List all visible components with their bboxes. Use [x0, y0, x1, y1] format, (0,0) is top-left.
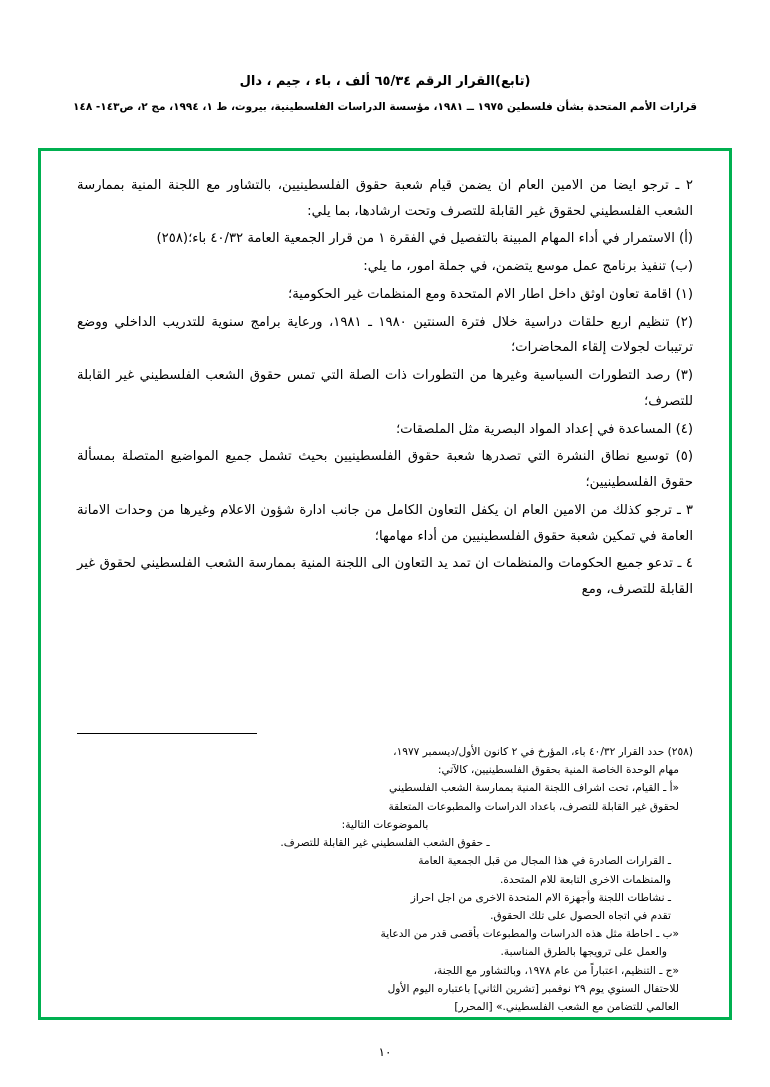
paragraph: (ب) تنفيذ برنامج عمل موسع يتضمن، في جملة امور، ما يلي: — [363, 259, 693, 275]
footnote-line: بالموضوعات التالية: — [341, 818, 429, 831]
footnote-line: ـ حقوق الشعب الفلسطيني غير القابلة للتصرف. — [280, 837, 490, 850]
footnote-line: تقدم في اتجاه الحصول على تلك الحقوق. — [490, 909, 671, 922]
footnote-line: «أ ـ القيام، تحت اشراف اللجنة المنية بممارسة الشعب الفلسطيني — [389, 782, 679, 795]
footnote-line: (٢٥٨) حدد القرار ٤٠/٣٢ باء، المؤرخ في ٢ كانون الأول/ديسمبر ١٩٧٧، — [393, 746, 693, 758]
footnote-line: ـ القرارات الصادرة في هذا المجال من قبل الجمعية العامة — [418, 855, 671, 868]
footnote-line: «ب ـ احاطة مثل هذه الدراسات والمطبوعات بأقصى قدر من الدعاية — [380, 928, 679, 941]
paragraph: ٢ ـ ترجو ايضا من الامين العام ان يضمن قيام شعبة حقوق الفلسطينيين، بالتشاور مع اللجنة المنية بممارسة الشعب الفلسطيني لحقوق غير القابلة للتصرف وتحت ارشادها، بما يلي: — [77, 178, 693, 219]
footnote-line: لحقوق غير القابلة للتصرف، باعداد الدراسات والمطبوعات المتعلقة — [388, 800, 679, 813]
paragraph: (٣) رصد التطورات السياسية وغيرها من التطورات ذات الصلة التي تمس حقوق الشعب الفلسطيني غير القابلة للتصرف؛ — [77, 368, 693, 409]
paragraph: (٥) توسيع نطاق النشرة التي تصدرها شعبة حقوق الفلسطينيين بحيث تشمل جميع المواضيع المتصلة بمسألة حقوق الفلسطينيين؛ — [77, 449, 693, 491]
paragraph: ٤ ـ تدعو جميع الحكومات والمنظمات ان تمد يد التعاون الى اللجنة المنية بممارسة الشعب الفلسطيني لحقوق غير القابلة للتصرف، ومع — [77, 556, 693, 598]
footnote-line: والمنظمات الاخرى التابعة للام المتحدة. — [499, 873, 671, 886]
footnote-line: ـ نشاطات اللجنة وأجهزة الام المتحدة الاخرى من اجل احراز — [410, 891, 671, 904]
paragraph: (٢) تنظيم اربع حلقات دراسية خلال فترة السنتين ١٩٨٠ ـ ١٩٨١، ورعاية برامج سنوية للتدريب الداخلي ووضع ترتيبات لجولات إلقاء المحاضرات؛ — [77, 314, 694, 356]
footnote-line: والعمل على ترويجها بالطرق المناسبة. — [500, 946, 667, 959]
footnote-line: «ج ـ التنظيم، اعتباراً من عام ١٩٧٨، وبالتشاور مع اللجنة، — [433, 964, 679, 977]
footnote-block — [77, 743, 693, 1016]
footnote-line: العالمي للتضامن مع الشعب الفلسطيني.» [المحرر] — [454, 1001, 679, 1014]
paragraph: ٣ ـ ترجو كذلك من الامين العام ان يكفل التعاون الكامل من جانب ادارة شؤون الاعلام وغيرها من وحدات الامانة العامة في تمكين شعبة حقوق الفلسطينيين من أداء مهامها؛ — [77, 502, 693, 544]
paragraph: (٤) المساعدة في إعداد المواد البصرية مثل الملصقات؛ — [395, 421, 693, 437]
page-number: ١٠ — [378, 1045, 392, 1059]
body-text — [77, 173, 693, 605]
document-header — [0, 72, 770, 115]
footnote-separator — [77, 733, 257, 734]
footnote-line: مهام الوحدة الخاصة المنية بحقوق الفلسطينيين، كالآتي: — [437, 764, 679, 777]
header-subtitle: قرارات الأمم المتحدة بشأن فلسطين ١٩٧٥ ــ ١٩٨١، مؤسسة الدراسات الفلسطينية، بيروت، ط ١، ١٩٩٤، مج ٢، ص١٤٣- ١٤٨ — [73, 100, 697, 113]
paragraph: (أ) الاستمرار في أداء المهام المبينة بالتفصيل في الفقرة ١ من قرار الجمعية العامة ٤٠/٣٢ باء؛(٢٥٨) — [156, 231, 693, 247]
header-title: (تابع)القرار الرقم ٦٥/٣٤ ألف ، باء ، جيم ، دال — [239, 74, 531, 89]
footnote-line: للاحتفال السنوي يوم ٢٩ نوفمبر [تشرين الثاني] باعتباره اليوم الأول — [387, 982, 679, 995]
paragraph: (١) اقامة تعاون اوثق داخل اطار الام المتحدة ومع المنظمات غير الحكومية؛ — [288, 286, 693, 302]
content-frame — [38, 148, 732, 1020]
